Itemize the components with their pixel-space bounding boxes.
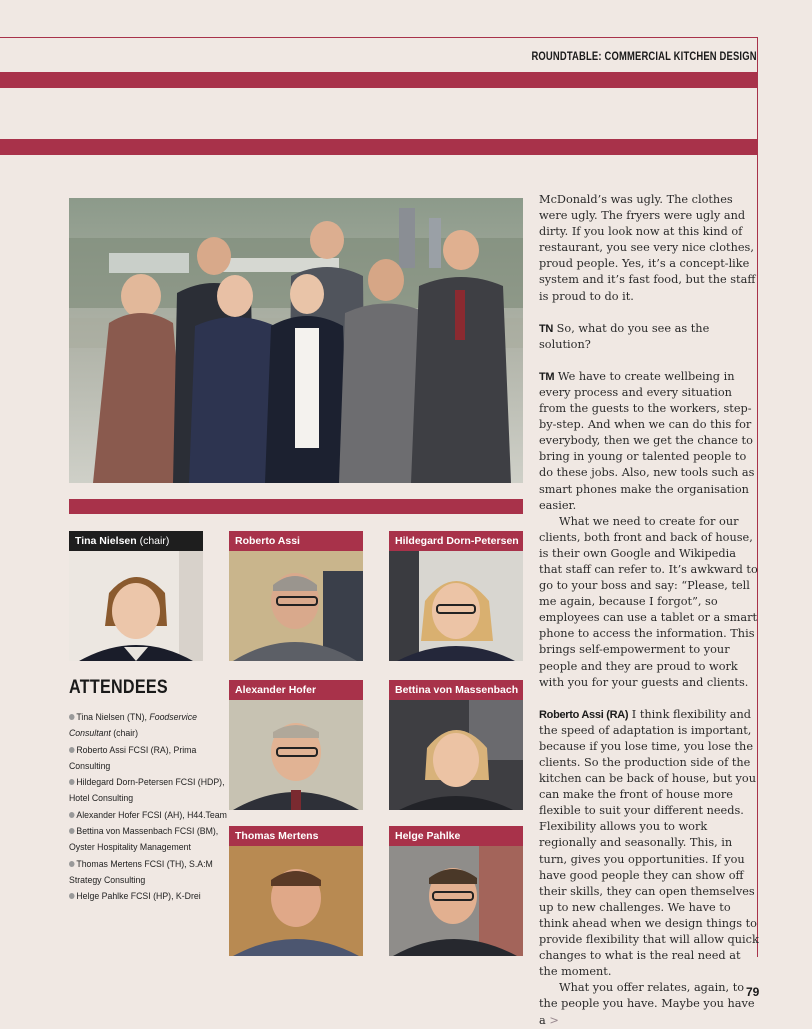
portrait-tina-nielsen [69, 531, 203, 661]
group-photo-illustration [69, 198, 523, 483]
portrait-bettina-von-massenbach [389, 680, 523, 810]
portrait-name: Roberto Assi [235, 535, 300, 547]
article-paragraph: What you offer relates, again, to the people you have. Maybe you have a > [539, 981, 755, 1027]
portrait-name: Tina Nielsen [75, 535, 137, 547]
list-item: Helge Pahlke FCSI (HP), K-Drei [69, 889, 227, 905]
portrait-photo [389, 551, 523, 661]
bullet-icon [69, 893, 75, 899]
article-paragraph: What we need to create for our clients, both front and back of house, is their own Google and Wikipedia that staff can refer to. It’s awkward to go to your boss and say: “Please, tell me again, because I forgot”, so employees can use a tablet or a smart phone to access the information. This brings self-empowerment to your people and they are proud to work with you for your guests and clients. [539, 514, 758, 689]
portrait-label [389, 531, 523, 551]
portrait-name: Alexander Hofer [235, 684, 317, 696]
list-item: Roberto Assi FCSI (RA), Prima Consulting [69, 744, 197, 772]
bullet-icon [69, 779, 75, 785]
article-paragraph: Roberto Assi (RA) I think flexibility and the speed of adaptation is important, because if you lose time, you lose the clients. So the production side of the kitchen can be back of house, but you can make the front of house more flexible to suit your different needs. Flexibility allows you to work regionally and seasonally. This, in turn, gives you opportunities. If you have good people they can show off their skills, they can open themselves up to new challenges. We have to think ahead when we design things to provide flexibility that will allow quick changes to what is the real need at the moment. [539, 707, 759, 979]
list-item: Tina Nielsen (TN), Foodservice Consultant (chair) [69, 712, 197, 740]
portrait-label [389, 680, 523, 700]
portrait-label [389, 826, 523, 846]
article-paragraph: TN So, what do you see as the solution? [539, 321, 710, 351]
attendees-heading: ATTENDEES [69, 677, 168, 698]
portrait-name: Bettina von Massenbach [395, 684, 519, 696]
article-paragraph: McDonald’s was ugly. The clothes were ugly. The fryers were ugly and dirty. If you look now at this kind of restaurant, you see very nice clothes, proud people. Yes, it’s a concept-like system and it’s fast food, but the staff is proud to do it. [539, 193, 756, 303]
portrait-alexander-hofer [229, 680, 363, 810]
portrait-hildegard-dorn-petersen [389, 531, 523, 661]
bullet-icon [69, 747, 75, 753]
list-item: Thomas Mertens FCSI (TH), S.A:M Strategy Consulting [69, 858, 213, 886]
bullet-icon [69, 861, 75, 867]
speaker-label: TN [539, 322, 554, 335]
speaker-label: Roberto Assi (RA) [539, 708, 629, 721]
portrait-role: (chair) [139, 535, 170, 547]
list-item: Bettina von Massenbach FCSI (BM), Oyster Hospitality Management [69, 826, 219, 854]
article-column [539, 192, 761, 1029]
article-paragraph: TM We have to create wellbeing in every process and every situation from the guests to the workers, step-by-step. And when we can do this for everybody, then we get the chance to bring in young or talented people to do these jobs. Also, new tools such as smart phones make the organisation easier. [539, 369, 755, 512]
portrait-photo [229, 846, 363, 956]
portrait-roberto-assi [229, 531, 363, 661]
portrait-thomas-mertens [229, 826, 363, 956]
portrait-label [229, 680, 363, 700]
portrait-label [229, 826, 363, 846]
list-item: Alexander Hofer FCSI (AH), H44.Team [69, 808, 227, 824]
portrait-photo [389, 846, 523, 956]
portrait-label [69, 531, 203, 551]
photo-caption-band [69, 499, 523, 514]
portrait-label [229, 531, 363, 551]
portrait-helge-pahlke [389, 826, 523, 956]
section-label: ROUNDTABLE: COMMERCIAL KITCHEN DESIGN [531, 51, 757, 63]
portrait-name: Hildegard Dorn-Petersen [395, 535, 519, 547]
portrait-photo [69, 551, 203, 661]
header-band-top [0, 72, 757, 88]
bullet-icon [69, 812, 75, 818]
group-photo [69, 198, 523, 483]
page-number: 79 [746, 985, 760, 999]
portrait-photo [229, 700, 363, 810]
header-band-bottom [0, 139, 757, 155]
list-item: Hildegard Dorn-Petersen FCSI (HDP), Hotel Consulting [69, 777, 225, 805]
portrait-name: Thomas Mertens [235, 830, 319, 842]
attendees-list [69, 710, 229, 906]
portrait-name: Helge Pahlke [395, 830, 461, 842]
portrait-photo [389, 700, 523, 810]
continue-arrow-icon: > [549, 1013, 559, 1027]
portrait-photo [229, 551, 363, 661]
bullet-icon [69, 828, 75, 834]
speaker-label: TM [539, 370, 555, 383]
bullet-icon [69, 714, 75, 720]
frame-top-rule [0, 37, 758, 38]
